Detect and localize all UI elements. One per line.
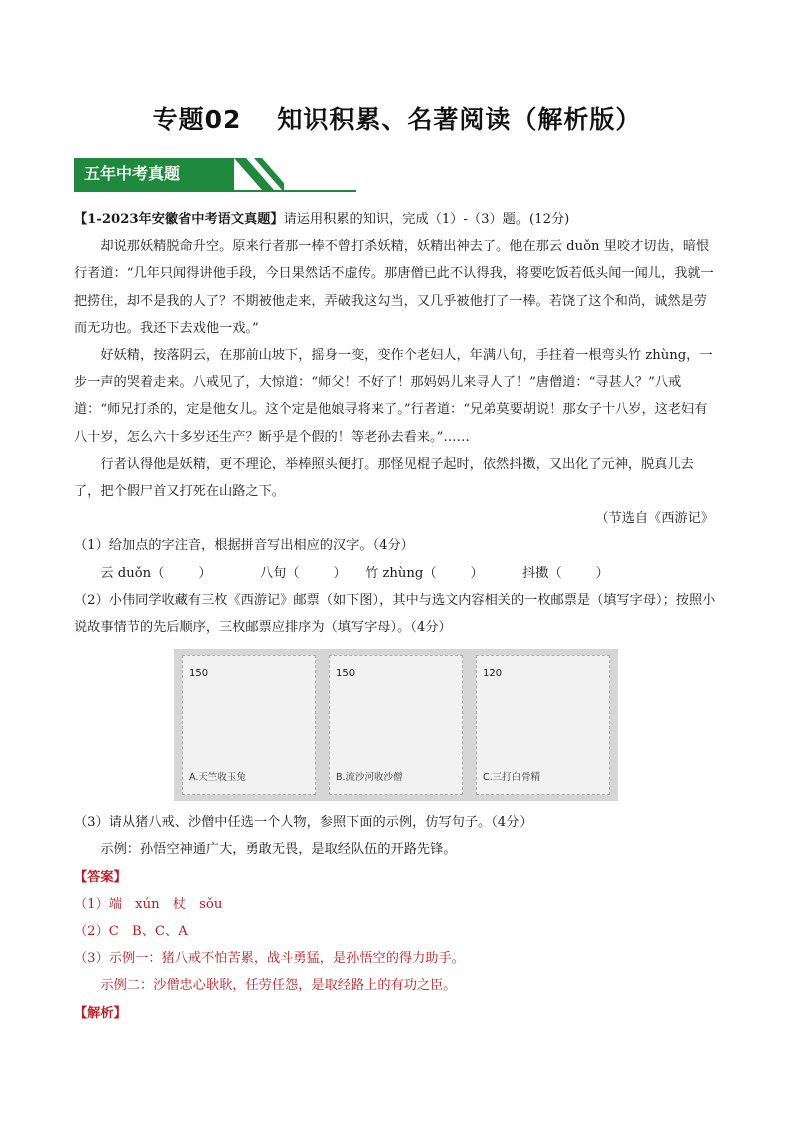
stamp-image [174,649,618,801]
blank-d-close: ） [595,565,609,581]
answer-3-example-2: 示例二：沙僧忠心耿耿，任劳任怨，是取经路上的有功之臣。 [100,978,457,994]
passage-source: （节选自《西游记》 [595,511,714,527]
blank-b-label: 八旬（ [259,565,300,581]
stamp-a [182,655,316,795]
stamp-b-caption: B.流沙河收沙僧 [336,772,403,784]
title-topic-number: 专题02 [152,105,242,134]
blank-a-label: 云 duǒn（ [100,565,165,581]
question-content [74,206,720,1027]
blank-c-label: 竹 zhùng（ [365,565,437,581]
blank-d-label: 抖擞（ [522,565,562,581]
question-source-tag: 【1-2023年安徽省中考语文真题】 [74,212,284,227]
banner-stripes-icon [74,158,284,192]
answer-label: 【答案】 [74,869,127,885]
blank-c-close: ） [470,565,484,581]
stamp-c [476,655,610,795]
subquestion-1: （1）给加点的字注音，根据拼音写出相应的汉字。（4分） [74,538,414,554]
subquestion-1-blanks [74,560,720,587]
blank-b-close: ） [333,565,347,581]
title-topic-name: 知识积累、名著阅读（解析版） [277,105,642,134]
page-title [0,100,794,136]
stamp-a-value: 150 [189,668,209,680]
passage-paragraph-2: 好妖精，按落阴云，在那前山坡下，摇身一变，变作个老妇人，年满八旬，手拄着一根弯头竹 zhùng，一步一声的哭着走来。八戒见了，大惊道：“师父！不好了！那妈妈儿来寻人了！”唐僧道：“寻甚人？”八戒道：“师兄打杀的，定是他女儿。这个定是他娘寻将来了。”行者道：“兄弟莫要胡说！那女子十八岁，这老妇有八十岁，怎么六十多岁还生产？断乎是个假的！等老孙去看来。”…… [74,348,713,445]
passage-paragraph-3: 行者认得他是妖精，更不理论，举棒照头便打。那怪见棍子起时，依然抖擞，又出化了元神，脱真儿去了，把个假尸首又打死在山路之下。 [74,456,694,500]
question-header [74,206,720,233]
section-underline [74,190,356,192]
analysis-label: 【解析】 [74,1005,127,1021]
answer-3: （3）示例一：猪八戒不怕苦累，战斗勇猛，是孙悟空的得力助手。 [74,951,465,967]
stamp-b [329,655,463,795]
subquestion-2: （2）小伟同学收藏有三枚《西游记》邮票（如下图），其中与选文内容相关的一枚邮票是（填写字母）；按照小说故事情节的先后顺序，三枚邮票应排序为（填写字母）。（4分） [74,592,716,636]
blank-a-close: ） [198,565,212,581]
answer-2: （2）C B、C、A [74,924,188,940]
passage-paragraph-1: 却说那妖精脱命升空。原来行者那一棒不曾打杀妖精，妖精出神去了。他在那云 duǒn 里咬才切齿，暗恨行者道：“几年只闻得讲他手段，今日果然话不虚传。那唐僧已此不认得我，将要吃饭若低头闻一闻儿，我就一把捞住，却不是我的人了？不期被他走来，弄破我这勾当，又几乎被他打了一棒。若饶了这个和尚，诚然是劳而无功也。我还下去戏他一戏。” [74,239,714,336]
subquestion-3-example: 示例：孙悟空神通广大，勇敢无畏，是取经队伍的开路先锋。 [100,842,457,858]
answer-1: （1）端 xún 杖 sǒu [74,896,223,912]
subquestion-3: （3）请从猪八戒、沙僧中任选一个人物，参照下面的示例，仿写句子。（4分） [74,815,533,831]
stamp-a-caption: A.天竺收玉兔 [189,772,246,784]
question-instruction: 请运用积累的知识，完成（1）-（3）题。(12分) [283,212,570,227]
section-banner-label: 五年中考真题 [74,158,234,190]
stamp-c-caption: C.三打白骨精 [483,772,541,784]
stamp-c-value: 120 [483,668,503,680]
stamp-b-value: 150 [336,668,356,680]
section-banner [74,158,356,192]
